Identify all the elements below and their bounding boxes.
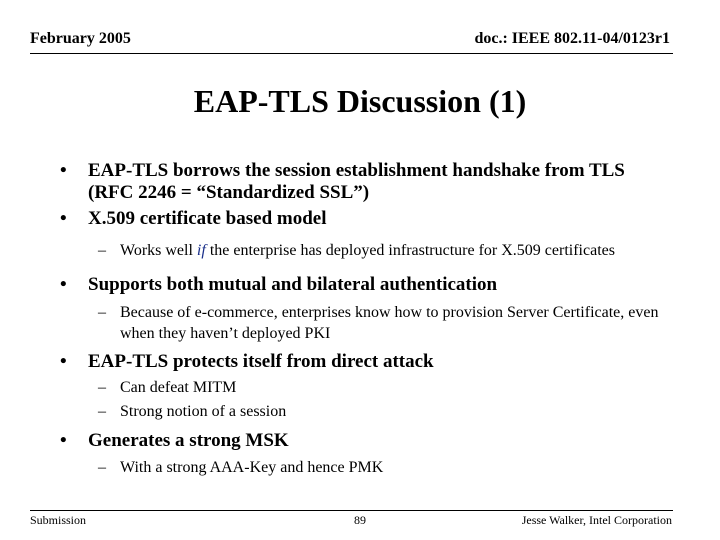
bullet-marker: • xyxy=(60,208,67,229)
sub-bullet-item xyxy=(58,302,668,344)
bullet-text: X.509 certificate based model xyxy=(88,208,327,229)
bullet-item xyxy=(58,208,668,230)
header-date: February 2005 xyxy=(30,30,131,47)
sub-bullet-marker: – xyxy=(98,379,106,396)
sub-bullet-emphasis: if xyxy=(196,242,206,259)
bullet-text: Supports both mutual and bilateral authentication xyxy=(88,274,498,295)
bullet-item xyxy=(58,160,668,204)
sub-bullet-marker: – xyxy=(98,304,106,321)
sub-bullet-text: Can defeat MITM xyxy=(120,379,237,396)
bullet-marker: • xyxy=(60,160,67,181)
bullet-text: EAP-TLS borrows the session establishment handshake from TLS (RFC 2246 = “Standardized SSL”) xyxy=(88,160,625,203)
bullet-text: Generates a strong MSK xyxy=(88,430,289,451)
sub-bullet-text: With a strong AAA-Key and hence PMK xyxy=(120,459,384,476)
footer-submission: Submission xyxy=(30,513,87,527)
sub-bullet-text-after: the enterprise has deployed infrastructure for X.509 certificates xyxy=(205,242,615,259)
footer-page-number: 89 xyxy=(354,513,366,527)
sub-bullet-item xyxy=(58,457,668,478)
sub-bullet-item xyxy=(58,240,668,261)
bullet-text: EAP-TLS protects itself from direct attack xyxy=(88,351,434,372)
sub-bullet-text: Because of e-commerce, enterprises know how to provision Server Certificate, even when they haven’t deployed PKI xyxy=(120,304,659,342)
sub-bullet-text: Strong notion of a session xyxy=(120,403,287,420)
bullet-item xyxy=(58,430,668,452)
sub-bullet-marker: – xyxy=(98,459,106,476)
footer-divider xyxy=(30,510,673,511)
sub-bullet-text-before: Works well xyxy=(120,242,197,259)
sub-bullet-marker: – xyxy=(98,403,106,420)
sub-bullet-marker: – xyxy=(98,242,106,259)
sub-bullet-item xyxy=(58,401,668,422)
footer-author: Jesse Walker, Intel Corporation xyxy=(521,513,672,527)
bullet-marker: • xyxy=(60,430,67,451)
header-doc-id: doc.: IEEE 802.11-04/0123r1 xyxy=(474,30,670,47)
slide-title: EAP-TLS Discussion (1) xyxy=(193,83,527,119)
header-divider xyxy=(30,53,673,54)
bullet-marker: • xyxy=(60,351,67,372)
sub-bullet-item xyxy=(58,377,668,398)
bullet-list xyxy=(58,160,668,478)
bullet-item xyxy=(58,274,668,296)
bullet-marker: • xyxy=(60,274,67,295)
bullet-item xyxy=(58,351,668,373)
